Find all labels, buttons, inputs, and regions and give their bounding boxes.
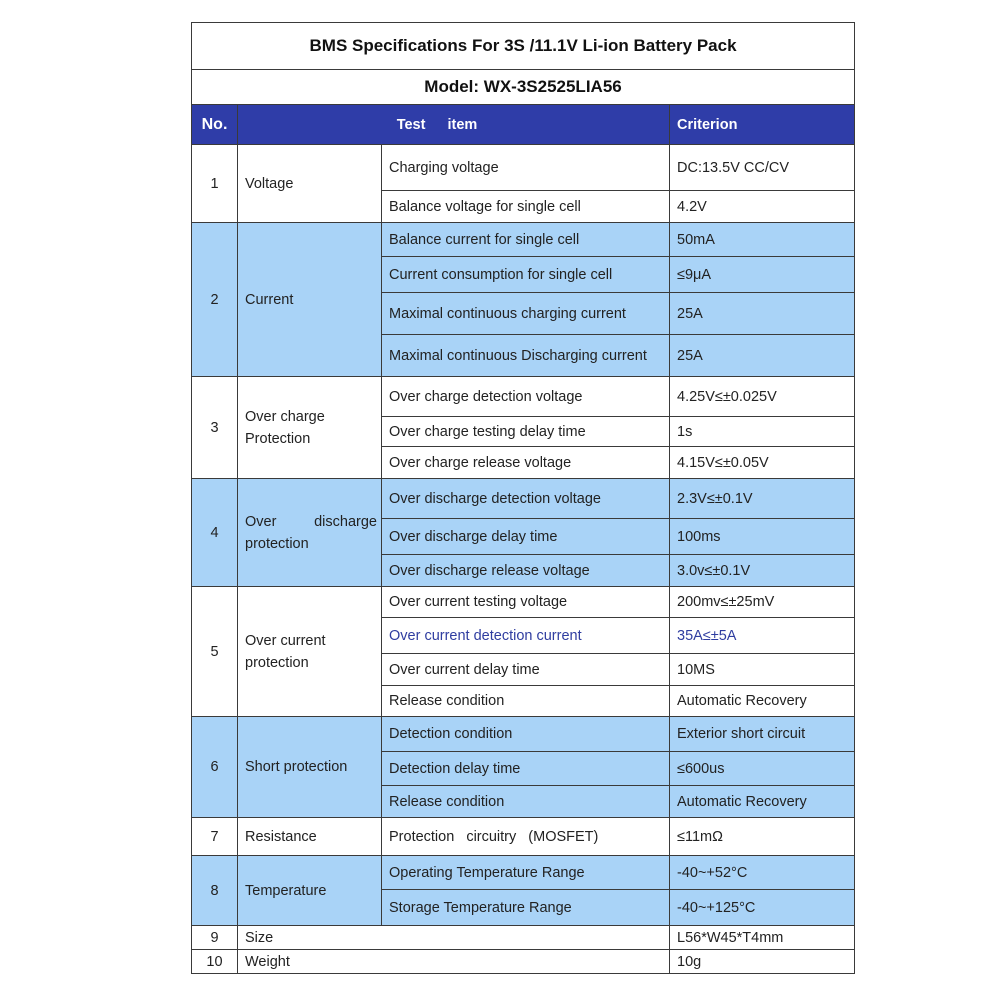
criterion-value: 4.15V≤±0.05V	[670, 447, 855, 479]
criterion-value: -40~+52°C	[670, 856, 855, 890]
test-item: Detection condition	[382, 717, 670, 752]
category-label-line: protection	[245, 535, 309, 552]
row-number: 9	[192, 926, 238, 950]
table-row	[192, 377, 855, 417]
criterion-value: ≤11mΩ	[670, 818, 855, 856]
test-item: Current consumption for single cell	[382, 257, 670, 293]
criterion-value: 10MS	[670, 654, 855, 686]
category-label-line: Over current	[245, 632, 326, 649]
criterion-value: L56*W45*T4mm	[670, 926, 855, 950]
category-label	[238, 377, 382, 479]
category-label-line: Over discharge	[245, 513, 377, 530]
table-row	[192, 479, 855, 519]
criterion-value: 1s	[670, 417, 855, 447]
test-item: Over discharge release voltage	[382, 555, 670, 587]
criterion-value: 200mv≤±25mV	[670, 587, 855, 618]
criterion-value: DC:13.5V CC/CV	[670, 145, 855, 191]
test-item: Release condition	[382, 786, 670, 818]
criterion-value: 25A	[670, 293, 855, 335]
test-item: Maximal continuous Discharging current	[382, 335, 670, 377]
test-item: Charging voltage	[382, 145, 670, 191]
test-item: Operating Temperature Range	[382, 856, 670, 890]
table-row	[192, 950, 855, 974]
criterion-value: ≤9μA	[670, 257, 855, 293]
test-item: Over current detection current	[382, 618, 670, 654]
row-number: 8	[192, 856, 238, 926]
criterion-value: Automatic Recovery	[670, 786, 855, 818]
table-row	[192, 717, 855, 752]
test-item: Detection delay time	[382, 752, 670, 786]
table-row	[192, 856, 855, 890]
table-row	[192, 223, 855, 257]
test-item: Release condition	[382, 686, 670, 717]
test-item: Over charge detection voltage	[382, 377, 670, 417]
criterion-value: 50mA	[670, 223, 855, 257]
test-item: Balance voltage for single cell	[382, 191, 670, 223]
test-item: Balance current for single cell	[382, 223, 670, 257]
test-item: Over current testing voltage	[382, 587, 670, 618]
criterion-value: 25A	[670, 335, 855, 377]
model-label: Model: WX-3S2525LIA56	[192, 70, 855, 105]
category-label: Current	[238, 223, 382, 377]
criterion-value: 4.25V≤±0.025V	[670, 377, 855, 417]
table-row	[192, 145, 855, 191]
test-item: Over charge testing delay time	[382, 417, 670, 447]
category-label	[238, 479, 382, 587]
table-row	[192, 926, 855, 950]
category-label: Temperature	[238, 856, 382, 926]
row-number: 10	[192, 950, 238, 974]
category-label-line: Over charge	[245, 408, 325, 425]
header-test-item: Test item	[238, 105, 670, 145]
row-number: 7	[192, 818, 238, 856]
header-criterion: Criterion	[670, 105, 855, 145]
category-label-line: Protection	[245, 430, 311, 447]
row-number: 3	[192, 377, 238, 479]
category-label: Weight	[238, 950, 670, 974]
category-label: Resistance	[238, 818, 382, 856]
criterion-value: -40~+125°C	[670, 890, 855, 926]
category-label-line: protection	[245, 654, 309, 671]
row-number: 4	[192, 479, 238, 587]
bms-spec-table	[191, 22, 855, 974]
row-number: 2	[192, 223, 238, 377]
criterion-value: 4.2V	[670, 191, 855, 223]
test-item: Over discharge detection voltage	[382, 479, 670, 519]
document-title: BMS Specifications For 3S /11.1V Li-ion Battery Pack	[192, 23, 855, 70]
category-label: Size	[238, 926, 670, 950]
row-number: 6	[192, 717, 238, 818]
test-item: Over current delay time	[382, 654, 670, 686]
category-label: Voltage	[238, 145, 382, 223]
category-label: Short protection	[238, 717, 382, 818]
test-item: Protection circuitry (MOSFET)	[382, 818, 670, 856]
criterion-value: 35A≤±5A	[670, 618, 855, 654]
criterion-value: Exterior short circuit	[670, 717, 855, 752]
title-row	[192, 23, 855, 70]
test-item: Over discharge delay time	[382, 519, 670, 555]
test-item: Storage Temperature Range	[382, 890, 670, 926]
row-number: 1	[192, 145, 238, 223]
criterion-value: 10g	[670, 950, 855, 974]
header-row	[192, 105, 855, 145]
criterion-value: Automatic Recovery	[670, 686, 855, 717]
table-row	[192, 587, 855, 618]
model-row	[192, 70, 855, 105]
row-number: 5	[192, 587, 238, 717]
test-item: Over charge release voltage	[382, 447, 670, 479]
criterion-value: 2.3V≤±0.1V	[670, 479, 855, 519]
table-row	[192, 818, 855, 856]
criterion-value: ≤600us	[670, 752, 855, 786]
criterion-value: 100ms	[670, 519, 855, 555]
header-no: No.	[192, 105, 238, 145]
test-item: Maximal continuous charging current	[382, 293, 670, 335]
criterion-value: 3.0v≤±0.1V	[670, 555, 855, 587]
category-label	[238, 587, 382, 717]
